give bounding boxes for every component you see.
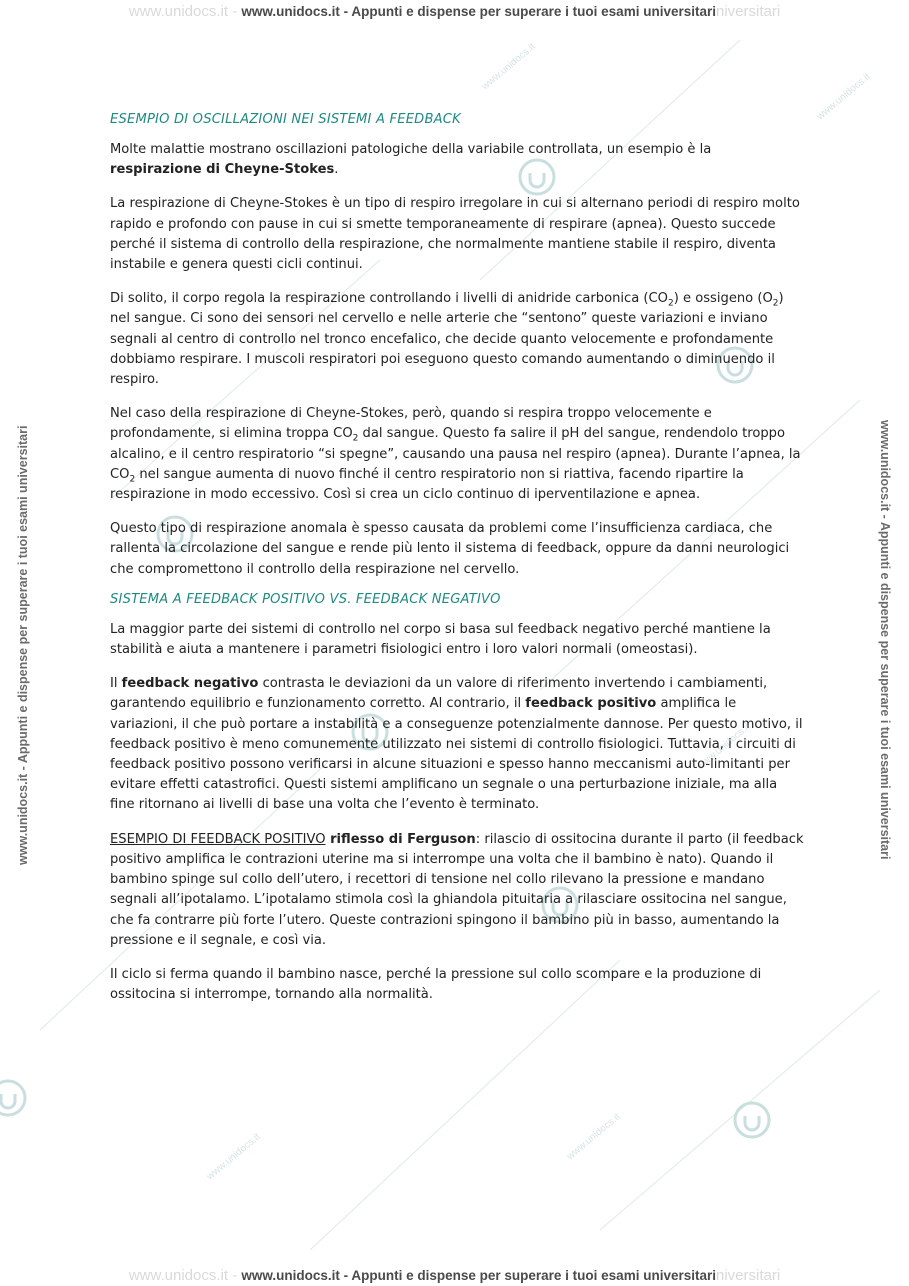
banner-ghost-left: www.unidocs.it - <box>128 3 242 20</box>
bottom-banner <box>0 1267 909 1284</box>
left-side-banner: www.unidocs.it - Appunti e dispense per superare i tuoi esami universitari <box>16 425 30 865</box>
document-body <box>110 110 805 1019</box>
watermark-text: www.unidocs.it <box>564 1111 623 1163</box>
watermark-text: www.unidocs.it <box>694 721 753 773</box>
bold-term: respirazione di Cheyne-Stokes <box>110 162 335 178</box>
paragraph: Il ciclo si ferma quando il bambino nasce, perché la pressione sul collo scompare e la produzione di ossitocina si interrompe, tornando alla normalità. <box>110 966 762 1003</box>
banner-ghost-right: niversitari <box>715 3 781 20</box>
banner-text: www.unidocs.it - Appunti e dispense per superare i tuoi esami universitari <box>241 1268 716 1283</box>
paragraph: Di solito, il corpo regola la respirazione controllando i livelli di anidride carbonica $(CO_2)$ e ossigeno $(O_2)$ nel sangue. Ci sono dei sensori nel cervello e nelle arterie che “sentono” queste variazioni e inviano segnali al centro di controllo nel tronco encefalico, che decide quanto velocemente e profondamente dobbiamo respirare. I muscoli respiratori poi eseguono questo comando aumentando o diminuendo il respiro. <box>110 291 784 388</box>
watermark-text: www.unidocs.it <box>814 71 873 123</box>
bold-term: feedback positivo <box>525 696 657 712</box>
banner-text: www.unidocs.it - Appunti e dispense per superare i tuoi esami universitari <box>241 4 716 19</box>
section-heading-oscillazioni: ESEMPIO DI OSCILLAZIONI NEI SISTEMI A FEEDBACK <box>110 112 461 127</box>
banner-ghost-right: niversitari <box>715 1267 781 1284</box>
unidocs-logo-icon <box>735 1103 769 1137</box>
paragraph: Molte malattie mostrano oscillazioni patologiche della variabile controllata, un esempio è la respirazione di Cheyne-Stokes. <box>110 142 712 178</box>
paragraph: La maggior parte dei sistemi di controllo nel corpo si basa sul feedback negativo perché mantiene la stabilità e aiuta a mantenere i parametri fisiologici entro i loro valori normali (omeostasi). <box>110 621 771 658</box>
top-banner <box>0 3 909 20</box>
paragraph: Nel caso della respirazione di Cheyne-Stokes, però, quando si respira troppo velocemente e profondamente, si elimina troppa $CO_2$ dal sangue. Questo fa salire il pH del sangue, rendendolo troppo alcalino, e il centro respiratorio “si spegne”, causando una pausa nel respiro (apnea). Durante l’apnea, la $CO_2$ nel sangue aumenta di nuovo finché il centro respiratorio non si riattiva, facendo ripartire la respirazione in modo eccessivo. Così si crea un ciclo continuo di iperventilazione e apnea. <box>110 406 801 503</box>
watermark-text: www.unidocs.it <box>479 41 538 93</box>
unidocs-logo-icon <box>0 1081 25 1115</box>
paragraph: Questo tipo di respirazione anomala è spesso causata da problemi come l’insufficienza cardiaca, che rallenta la circolazione del sangue e rende più lento il sistema di feedback, oppure da danni neurologici che compromettono il controllo della respirazione nel cervello. <box>110 521 790 577</box>
bold-term: feedback negativo <box>121 676 259 692</box>
bold-term: riflesso di Ferguson <box>325 831 476 847</box>
watermark-text: www.unidocs.it <box>204 1131 263 1183</box>
underlined-label: ESEMPIO DI FEEDBACK POSITIVO <box>110 831 326 847</box>
right-side-banner: www.unidocs.it - Appunti e dispense per superare i tuoi esami universitari <box>878 420 892 860</box>
banner-ghost-left: www.unidocs.it - <box>128 1267 242 1284</box>
paragraph: ESEMPIO DI FEEDBACK POSITIVO riflesso di Ferguson: rilascio di ossitocina durante il parto (il feedback positivo amplifica le contrazioni uterine ma si interrompe una volta che il bambino è nato). Quando il bambino spinge sul collo dell’utero, i recettori di tensione nel collo rilevano la pressione e mandano segnali all’ipotalamo. L’ipotalamo stimola così la ghiandola pituitaria a rilasciare ossitocina nel sangue, che fa contrarre più forte l’utero. Queste contrazioni spingono il bambino più in basso, aumentando la pressione e il segnale, e così via. <box>110 831 804 948</box>
paragraph: Il feedback negativo contrasta le deviazioni da un valore di riferimento invertendo i cambiamenti, garantendo equilibrio e funzionamento corretto. Al contrario, il feedback positivo amplifica le variazioni, il che può portare a instabilità e a conseguenze potenzialmente dannose. Per questo motivo, il feedback positivo è meno comunemente utilizzato nei sistemi di controllo fisiologici. Tuttavia, i circuiti di feedback positivo possono verificarsi in alcune situazioni e spesso hanno meccanismi auto-limitanti per evitare effetti catastrofici. Questi sistemi amplificano un segnale o una perturbazione iniziale, ma alla fine ritornano ai livelli di base una volta che l’evento è terminato. <box>110 676 803 813</box>
section-heading-feedback: SISTEMA A FEEDBACK POSITIVO VS. FEEDBACK NEGATIVO <box>110 591 501 607</box>
paragraph: La respirazione di Cheyne-Stokes è un tipo di respiro irregolare in cui si alternano periodi di respiro molto rapido e profondo con pause in cui si smette temporaneamente di respirare (apnea). Questo succede perché il sistema di controllo della respirazione, che normalmente mantiene stabile il respiro, diventa instabile e genera questi cicli continui. <box>110 196 800 273</box>
